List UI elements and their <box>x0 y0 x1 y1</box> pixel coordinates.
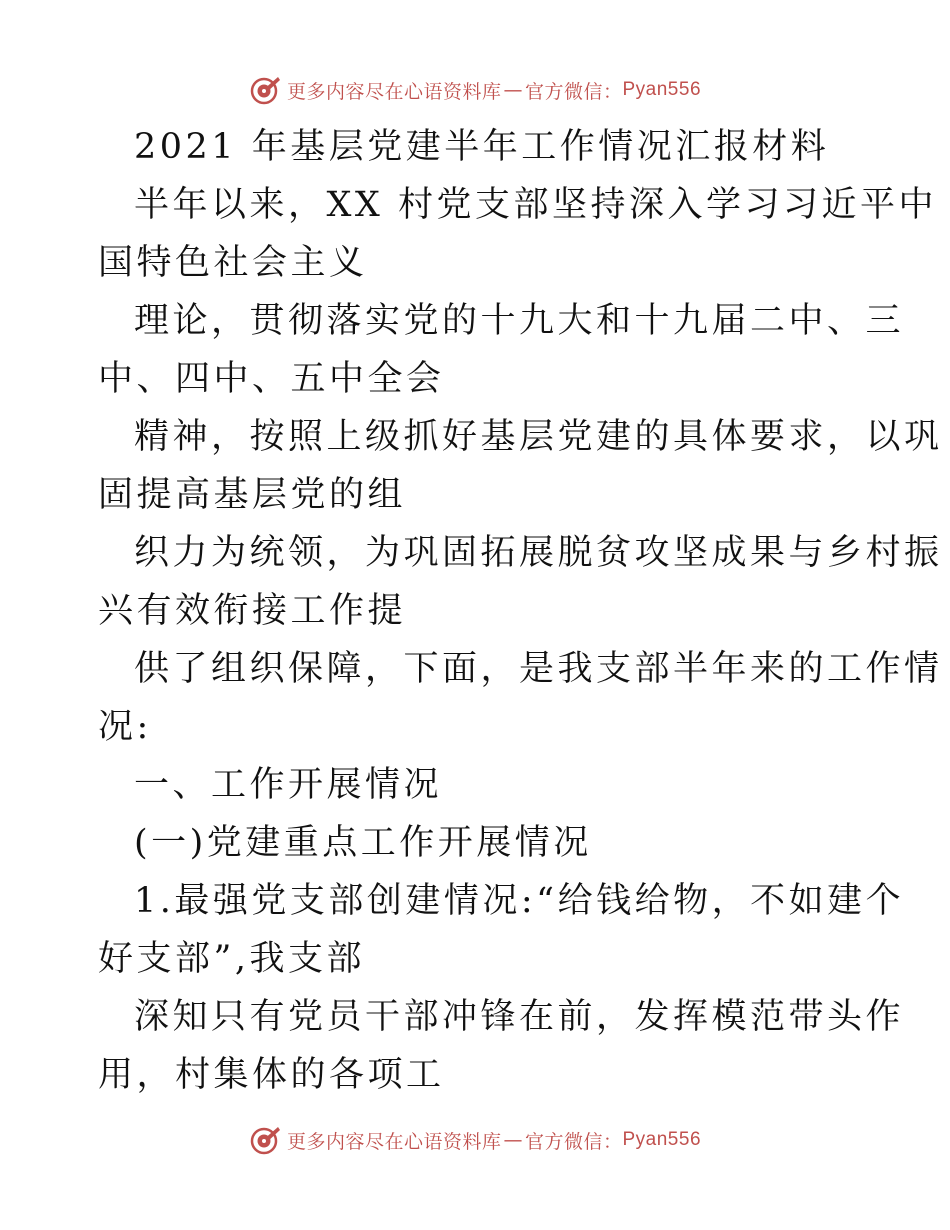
document-line: 供了组织保障，下面，是我支部半年来的工作情 <box>134 649 943 689</box>
header-watermark-banner <box>0 70 950 110</box>
pen-nib-circle-icon <box>249 1123 283 1157</box>
document-line: 织力为统领，为巩固拓展脱贫攻坚成果与乡村振 <box>134 533 943 573</box>
watermark-separator: — <box>503 79 523 101</box>
document-line: 1.最强党支部创建情况:“给钱给物，不如建个 <box>134 881 905 921</box>
document-line: 好支部”,我支部 <box>98 939 366 979</box>
document-line: 兴有效衔接工作提 <box>98 591 407 631</box>
watermark-brand-text: 更多内容尽在心语资料库 <box>286 80 502 103</box>
document-title: 2021 年基层党建半年工作情况汇报材料 <box>134 127 830 167</box>
document-line: 理论，贯彻落实党的十九大和十九届二中、三 <box>134 301 905 341</box>
watermark-wechat-id: Pyan556 <box>622 79 702 100</box>
document-line: 固提高基层党的组 <box>98 475 407 515</box>
document-line: 国特色社会主义 <box>98 243 368 283</box>
document-line: (一)党建重点工作开展情况 <box>134 823 592 863</box>
document-line: 精神，按照上级抓好基层党建的具体要求，以巩 <box>134 417 943 457</box>
footer-watermark-banner <box>0 1120 950 1160</box>
watermark-brand-text: 更多内容尽在心语资料库 <box>286 1130 502 1153</box>
document-body <box>98 118 943 1104</box>
watermark-separator: — <box>503 1129 523 1151</box>
watermark-wechat-id: Pyan556 <box>622 1129 702 1150</box>
document-line: 用，村集体的各项工 <box>98 1055 445 1095</box>
pen-nib-circle-icon <box>249 73 283 107</box>
document-line: 况: <box>98 707 152 747</box>
document-line: 中、四中、五中全会 <box>98 359 445 399</box>
document-line: 深知只有党员干部冲锋在前，发挥模范带头作 <box>134 997 905 1037</box>
document-line: 半年以来，XX 村党支部坚持深入学习习近平中 <box>134 185 937 225</box>
watermark-wechat-label: 官方微信： <box>524 1130 623 1153</box>
document-line: 一、工作开展情况 <box>134 765 443 805</box>
watermark-wechat-label: 官方微信： <box>524 80 623 103</box>
